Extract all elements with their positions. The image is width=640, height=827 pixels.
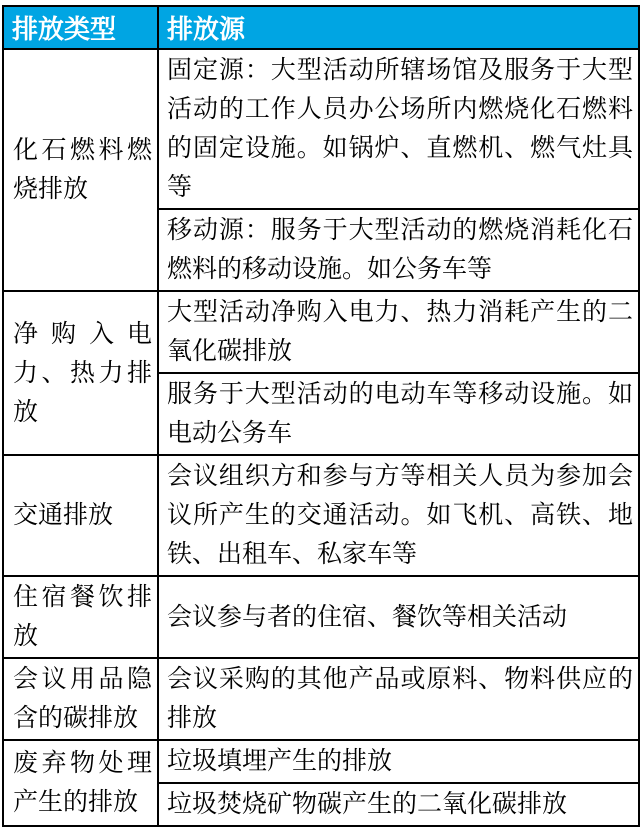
- table-row: [3, 740, 639, 783]
- source-cell-stationary-sources: 固定源：大型活动所辖场馆及服务于大型活动的工作人员办公场所内燃烧化石燃料的固定设施。如锅炉、直燃机、燃气灶具等: [158, 49, 639, 209]
- type-cell-purchased-electricity-heat: 净购入电力、热力排放: [3, 291, 158, 455]
- type-cell-fossil-fuel-combustion: 化石燃料燃烧排放: [3, 49, 158, 291]
- type-cell-transport-emissions: 交通排放: [3, 455, 158, 576]
- source-cell-mobile-sources: 移动源：服务于大型活动的燃烧消耗化石燃料的移动设施。如公务车等: [158, 209, 639, 291]
- source-cell-waste-incineration: 垃圾焚烧矿物碳产生的二氧化碳排放: [158, 783, 639, 826]
- header-cell-emission-type: 排放类型: [3, 6, 158, 49]
- source-cell-electric-vehicles: 服务于大型活动的电动车等移动设施。如电动公务车: [158, 373, 639, 455]
- table-row: [3, 576, 639, 658]
- source-cell-landfill: 垃圾填埋产生的排放: [158, 740, 639, 783]
- type-cell-conference-supplies-embodied-carbon: 会议用品隐含的碳排放: [3, 658, 158, 740]
- table-row: [3, 658, 639, 740]
- source-cell-transport-activities: 会议组织方和参与方等相关人员为参加会议所产生的交通活动。如飞机、高铁、地铁、出租车、私家车等: [158, 455, 639, 576]
- table-header-row: [3, 6, 639, 49]
- table-row: [3, 291, 639, 373]
- header-cell-emission-source: 排放源: [158, 6, 639, 49]
- type-cell-waste-treatment: 废弃物处理产生的排放: [3, 740, 158, 826]
- source-cell-purchased-electricity: 大型活动净购入电力、热力消耗产生的二氧化碳排放: [158, 291, 639, 373]
- table-row: [3, 49, 639, 209]
- type-cell-accommodation-catering: 住宿餐饮排放: [3, 576, 158, 658]
- emissions-table: [2, 5, 640, 827]
- source-cell-procured-products: 会议采购的其他产品或原料、物料供应的排放: [158, 658, 639, 740]
- source-cell-accommodation-catering: 会议参与者的住宿、餐饮等相关活动: [158, 576, 639, 658]
- table-row: [3, 455, 639, 576]
